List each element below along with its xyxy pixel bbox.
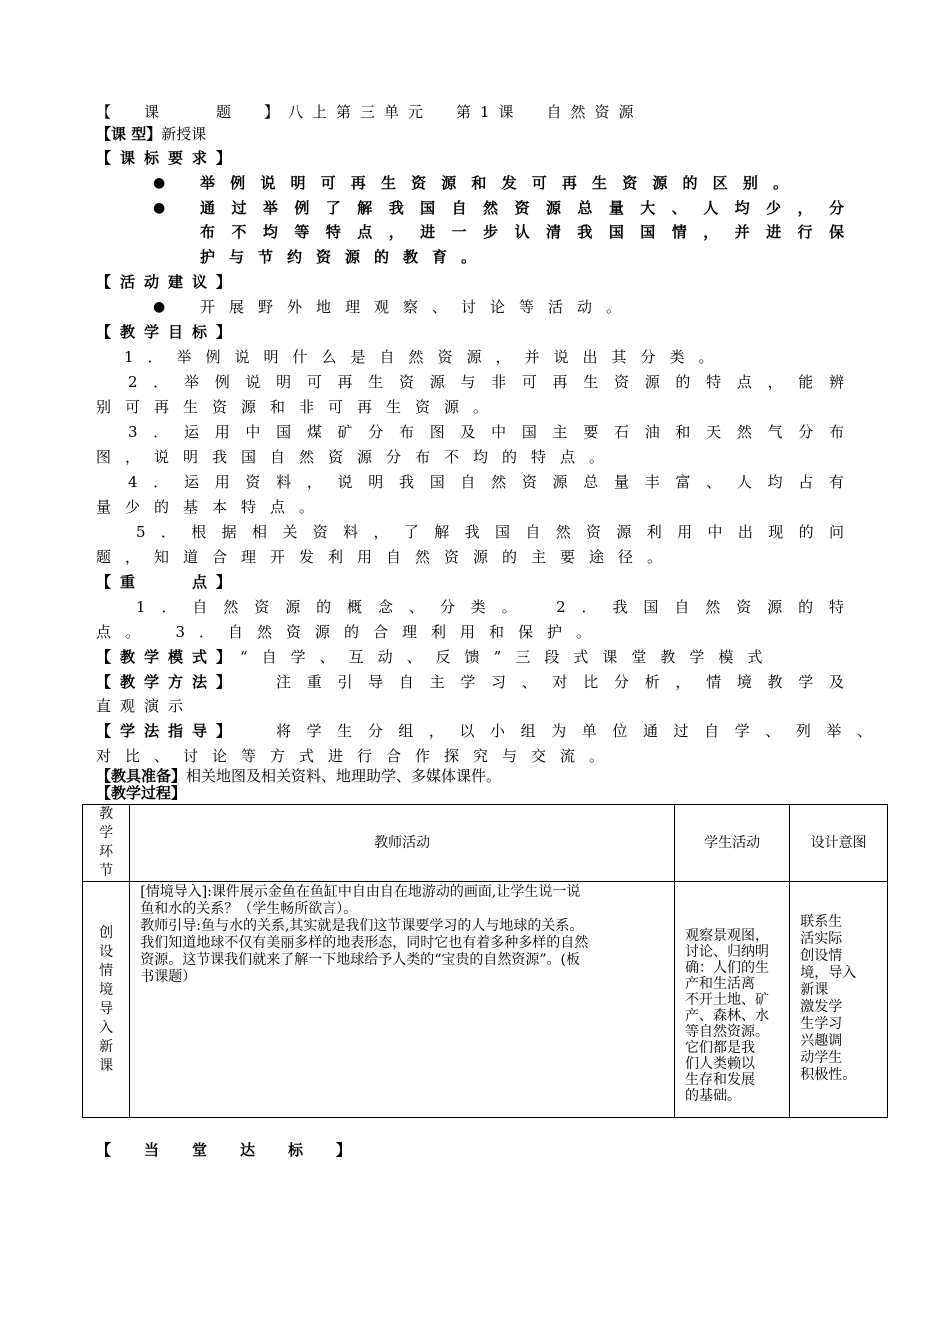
goal-3-line1: 3．运用中国煤矿分布图及中国主要石油和天然气分布 — [128, 423, 844, 441]
goal-5-line2: 题，知道合理开发利用自然资源的主要途径。 — [96, 548, 677, 566]
bullet-icon: ● — [153, 299, 166, 315]
footer-label: 【 当 堂 达 标 】 — [96, 1141, 361, 1159]
method-label: 【教学方法】 — [96, 673, 241, 691]
activity-item: 开展野外地理观察、讨论等活动。 — [200, 298, 636, 316]
mode-value: “自学、互动、反馈”三段式课堂教学模式 — [240, 648, 777, 666]
goal-2-line1: 2．举例说明可再生资源与非可再生资源的特点，能辨 — [128, 373, 844, 391]
study-label: 【学法指导】 — [96, 722, 241, 740]
student-activity: 观察景观图， 讨论、归纳明 确：人们的生 产和生活离 不开土地、矿 产、森林、水 等自然资源。 它们都是我 们人类赖以 生存和发展 的基础。 — [675, 882, 790, 1118]
activity-label: 【活动建议】 — [96, 273, 241, 291]
topic-value: 八上第三单元 第1课 自然资源 — [288, 103, 643, 121]
goal-2-line2: 别可再生资源和非可再生资源。 — [96, 398, 503, 416]
table-header-row — [83, 805, 888, 882]
process-label: 【教学过程】 — [96, 784, 187, 802]
method-line2: 直观演示 — [96, 697, 193, 715]
type-line — [96, 122, 206, 146]
bullet-icon: ● — [153, 175, 166, 191]
standard-item-2-line1: 通过举例了解我国自然资源总量大、人均少，分 — [200, 199, 844, 217]
goal-1: 1．举例说明什么是自然资源，并说出其分类。 — [124, 348, 728, 366]
bullet-icon: ● — [153, 200, 166, 216]
key-label: 【重 点】 — [96, 573, 241, 591]
goal-4-line1: 4．运用资料，说明我国自然资源总量丰富、人均占有 — [128, 473, 844, 491]
standard-item-1: 举例说明可再生资源和发可再生资源的区别。 — [200, 174, 788, 192]
type-value: 新授课 — [161, 125, 207, 143]
standard-label: 【课标要求】 — [96, 149, 241, 167]
tools-value: 相关地图及相关资料、地理助学、多媒体课件。 — [186, 767, 502, 785]
type-label: 【课 型】 — [96, 125, 162, 143]
topic-line — [96, 100, 643, 124]
goal-4-line2: 量少的基本特点。 — [96, 498, 329, 516]
key-line2: 点。 3．自然资源的合理利用和保护。 — [96, 623, 606, 641]
design-intent: 联系生 活实际 创设情 境，导入 新课 激发学 生学习 兴趣调 动学生 积极性。 — [790, 882, 888, 1118]
standard-item-2-line2: 布不均等特点，进一步认清我国国情，并进行保 — [200, 223, 844, 241]
header-teacher: 教师活动 — [130, 805, 675, 882]
goal-3-line2: 图，说明我国自然资源分布不均的特点。 — [96, 448, 619, 466]
topic-label: 【 课 题 】 — [96, 103, 289, 121]
study-line1: 将学生分组，以小组为单位通过自学、列举、 — [276, 722, 872, 740]
key-line1: 1．自然资源的概念、分类。 2．我国自然资源的特 — [136, 598, 844, 616]
study-line2: 对比、讨论等方式进行合作探究与交流。 — [96, 747, 619, 765]
header-stage: 教学环节 — [83, 805, 130, 882]
method-line1: 注重引导自主学习、对比分析，情境教学及 — [276, 673, 844, 691]
mode-line — [96, 645, 776, 669]
header-student: 学生活动 — [675, 805, 790, 882]
mode-label: 【教学模式】 — [96, 648, 241, 666]
table-row — [83, 882, 888, 1118]
process-table — [82, 804, 888, 1118]
standard-item-2-line3: 护与节约资源的教育。 — [200, 248, 491, 266]
header-design: 设计意图 — [790, 805, 888, 882]
tools-label: 【教具准备】 — [96, 767, 187, 785]
stage-cell: 创设情境导入新课 — [83, 882, 130, 1118]
teacher-activity: [情境导入]:课件展示金鱼在鱼缸中自由自在地游动的画面,让学生说一说 鱼和水的关系？（学生畅所欲言）。 教师引导:鱼与水的关系,其实就是我们这节课要学习的人与地球的关系。 我们知道地球不仅有美丽多样的地表形态，同时它也有着多种多样的自然 资源。这节课我们就来了解一下地球给予人类的“宝贵的自然资源”。(板 书课题） — [130, 882, 675, 1118]
goal-5-line1: 5．根据相关资料，了解我国自然资源利用中出现的问 — [136, 523, 844, 541]
goals-label: 【教学目标】 — [96, 323, 241, 341]
